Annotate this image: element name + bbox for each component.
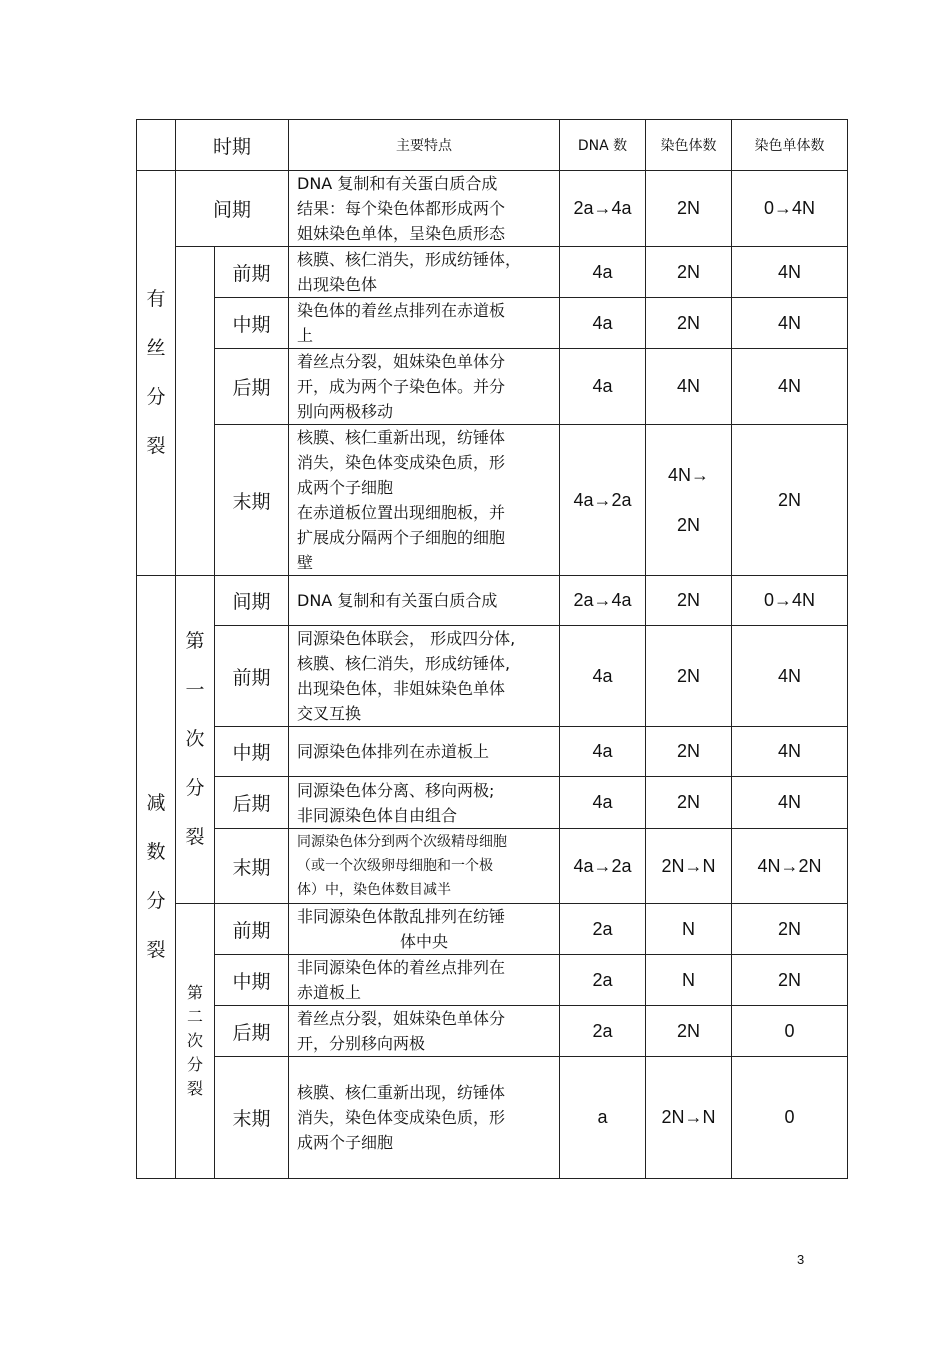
header-chromosome: 染色体数 [646, 120, 732, 171]
chromosome-cell: 2N [646, 777, 732, 829]
chromosome-cell: 2N [646, 171, 732, 247]
blank-cell [176, 247, 215, 576]
features-cell: 同源染色体分到两个次级精母细胞 （或一个次级卵母细胞和一个极 体）中，染色体数目减半 [289, 829, 560, 904]
dna-cell: 4a [560, 727, 646, 777]
features-cell: DNA 复制和有关蛋白质合成 [289, 576, 560, 626]
features-cell: 核膜、核仁重新出现，纺锤体 消失，染色体变成染色质，形 成两个子细胞 在赤道板位置出现细胞板，并 扩展成分隔两个子细胞的细胞 壁 [289, 425, 560, 576]
chromatid-cell: 2N [732, 904, 848, 955]
features-cell: 同源染色体分离、移向两极; 非同源染色体自由组合 [289, 777, 560, 829]
phase-cell: 间期 [176, 171, 289, 247]
page-number: 3 [797, 1252, 805, 1267]
features-cell: DNA 复制和有关蛋白质合成 结果：每个染色体都形成两个 姐妹染色单体，呈染色质形态 [289, 171, 560, 247]
dna-cell: 2a→4a [560, 576, 646, 626]
chromosome-cell: N [646, 904, 732, 955]
chromatid-cell: 0 [732, 1006, 848, 1057]
table-row [137, 247, 848, 298]
header-period: 时期 [176, 120, 289, 171]
phase-cell: 前期 [215, 904, 289, 955]
phase-cell: 末期 [215, 829, 289, 904]
chromosome-cell: 2N [646, 576, 732, 626]
cell-division-table [136, 119, 848, 1179]
meiosis-first-label: 第 一 次 分 裂 [176, 576, 215, 904]
phase-cell: 中期 [215, 955, 289, 1006]
table-row [137, 777, 848, 829]
chromosome-cell: N [646, 955, 732, 1006]
dna-cell: 2a [560, 955, 646, 1006]
chromosome-cell: 2N [646, 1006, 732, 1057]
dna-cell: 2a→4a [560, 171, 646, 247]
chromosome-cell: 2N [646, 247, 732, 298]
dna-cell: a [560, 1057, 646, 1179]
chromatid-cell: 4N [732, 349, 848, 425]
header-features: 主要特点 [289, 120, 560, 171]
table-row [137, 727, 848, 777]
chromatid-cell: 0 [732, 1057, 848, 1179]
chromatid-cell: 4N [732, 777, 848, 829]
table-row [137, 425, 848, 576]
chromatid-cell: 4N→2N [732, 829, 848, 904]
chromosome-cell: 2N [646, 626, 732, 727]
chromatid-cell: 0→4N [732, 171, 848, 247]
table-row [137, 829, 848, 904]
phase-cell: 中期 [215, 727, 289, 777]
chromatid-cell: 4N [732, 298, 848, 349]
dna-cell: 4a [560, 349, 646, 425]
features-cell: 着丝点分裂，姐妹染色单体分 开，分别移向两极 [289, 1006, 560, 1057]
phase-cell: 前期 [215, 626, 289, 727]
chromatid-cell: 2N [732, 425, 848, 576]
dna-cell: 4a [560, 298, 646, 349]
chromosome-cell: 2N→N [646, 1057, 732, 1179]
table-row [137, 626, 848, 727]
chromatid-cell: 0→4N [732, 576, 848, 626]
features-cell: 核膜、核仁消失，形成纺锤体， 出现染色体 [289, 247, 560, 298]
dna-cell: 2a [560, 1006, 646, 1057]
dna-cell: 4a [560, 777, 646, 829]
features-cell: 非同源染色体的着丝点排列在 赤道板上 [289, 955, 560, 1006]
chromatid-cell: 4N [732, 247, 848, 298]
table-row [137, 576, 848, 626]
chromosome-cell: 4N [646, 349, 732, 425]
chromatid-cell: 4N [732, 626, 848, 727]
phase-cell: 末期 [215, 1057, 289, 1179]
phase-cell: 中期 [215, 298, 289, 349]
header-blank [137, 120, 176, 171]
chromatid-cell: 2N [732, 955, 848, 1006]
header-row [137, 120, 848, 171]
table-row [137, 1006, 848, 1057]
table-row [137, 349, 848, 425]
meiosis-label: 减 数 分 裂 [137, 576, 176, 1179]
chromatid-cell: 4N [732, 727, 848, 777]
phase-cell: 间期 [215, 576, 289, 626]
features-cell: 核膜、核仁重新出现，纺锤体 消失，染色体变成染色质，形 成两个子细胞 [289, 1057, 560, 1179]
phase-cell: 后期 [215, 777, 289, 829]
phase-cell: 后期 [215, 1006, 289, 1057]
features-cell: 染色体的着丝点排列在赤道板 上 [289, 298, 560, 349]
dna-cell: 4a [560, 626, 646, 727]
header-chromatid: 染色单体数 [732, 120, 848, 171]
header-dna: DNA 数 [560, 120, 646, 171]
phase-cell: 后期 [215, 349, 289, 425]
table-row [137, 904, 848, 955]
phase-cell: 末期 [215, 425, 289, 576]
table-row [137, 955, 848, 1006]
mitosis-label: 有 丝 分 裂 [137, 171, 176, 576]
meiosis-second-label: 第 二 次 分 裂 [176, 904, 215, 1179]
dna-cell: 2a [560, 904, 646, 955]
features-cell: 着丝点分裂，姐妹染色单体分 开，成为两个子染色体。并分 别向两极移动 [289, 349, 560, 425]
dna-cell: 4a [560, 247, 646, 298]
chromosome-cell: 2N [646, 298, 732, 349]
chromosome-cell: 4N→ 2N [646, 425, 732, 576]
dna-cell: 4a→2a [560, 425, 646, 576]
features-cell: 同源染色体联会， 形成四分体, 核膜、核仁消失，形成纺锤体, 出现染色体，非姐妹染色单体 交叉互换 [289, 626, 560, 727]
phase-cell: 前期 [215, 247, 289, 298]
table-row [137, 1057, 848, 1179]
features-cell: 非同源染色体散乱排列在纺锤 体中央 [289, 904, 560, 955]
table-row [137, 171, 848, 247]
chromosome-cell: 2N→N [646, 829, 732, 904]
features-cell: 同源染色体排列在赤道板上 [289, 727, 560, 777]
chromosome-cell: 2N [646, 727, 732, 777]
table-row [137, 298, 848, 349]
dna-cell: 4a→2a [560, 829, 646, 904]
